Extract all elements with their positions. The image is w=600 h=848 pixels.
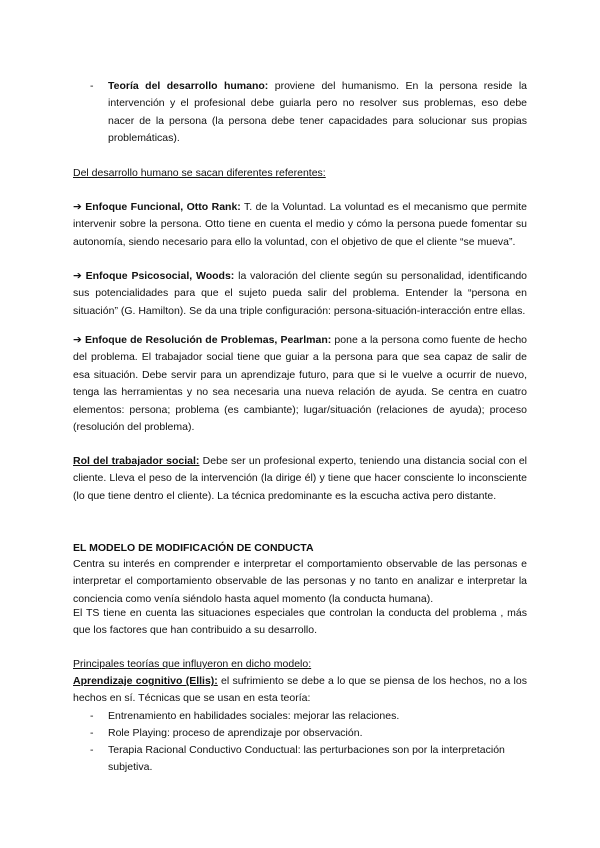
approach-functional — [73, 199, 527, 251]
approach-term: Enfoque Psicosocial, Woods: — [85, 270, 235, 282]
development-theory-term: Teoría del desarrollo humano: — [108, 80, 269, 92]
model-paragraph-1: Centra su interés en comprender e interpretar el comportamiento observable de las personas e interpretar el comportamiento observable de las personas y no tanto en analizar e interpretar la conciencia como venía siéndolo hasta aquel momento (la conducta humana). — [73, 558, 527, 605]
technique-item — [90, 725, 527, 742]
list-dash: - — [90, 710, 94, 722]
role-text: Debe ser un profesional experto, teniendo una distancia social con el cliente. Lleva el peso de la intervención (la dirige él) y tiene que hacer consciente lo inconsciente (lo que tiene dentro el cliente). La técnica predominante es la escucha activa pero distante. — [73, 455, 527, 502]
approach-text: la valoración del cliente según su personalidad, identificando sus potencialidades para que el sujeto pueda salir del problema. Entender la “persona en situación” (G. Hamilton). Se da una triple configuración: persona-situación-interacción entre ellas. — [73, 270, 527, 317]
approach-text: T. de la Voluntad. La voluntad es el mecanismo que permite intervenir sobre la persona. Otto tiene en cuenta el medio y cómo la persona puede fomentar su autonomía, siendo necesario para ello la voluntad, con el objetivo de que el cliente “se mueva”. — [73, 201, 528, 248]
role-term: Rol del trabajador social: — [73, 455, 200, 467]
development-theory-body: proviene del humanismo. En la persona reside la intervención y el profesional debe guiarla pero no resolver sus problemas, eso debe nacer de la persona (la persona debe tener capacidades para solucionar sus propias problemáticas). — [108, 80, 527, 145]
approach-problem-solving — [73, 332, 527, 436]
referents-heading: Del desarrollo humano se sacan diferentes referentes: — [73, 167, 326, 179]
approach-term: Enfoque Funcional, Otto Rank: — [85, 201, 241, 213]
approach-text: pone a la persona como fuente de hecho del problema. El trabajador social tiene que guiar a la persona para que sea capaz de salir de esa situación. Debe servir para un aprendizaje futuro, para que si le vuelve a ocurrir de nuevo, tenga las herramientas y no sea necesaria una nueva relación de ayuda. Se centra en cuatro elementos: persona; problema (es cambiante); lugar/situación (relaciones de ayuda); proceso (resolución del problema). — [73, 334, 528, 434]
ellis-text: el sufrimiento se debe a lo que se piensa de los hechos, no a los hechos en sí. Técnicas que se usan en esta teoría: — [73, 675, 527, 705]
list-dash: - — [90, 744, 94, 756]
arrow-icon: ➔ — [73, 334, 82, 346]
arrow-icon: ➔ — [73, 201, 82, 213]
list-dash: - — [90, 727, 94, 739]
technique-text: Entrenamiento en habilidades sociales: mejorar las relaciones. — [108, 710, 400, 722]
social-worker-role — [73, 453, 527, 505]
ellis-paragraph — [73, 673, 527, 708]
arrow-icon: ➔ — [73, 270, 82, 282]
technique-text: Terapia Racional Conductivo Conductual: las perturbaciones son por la interpretación subjetiva. — [108, 744, 505, 774]
model-heading: EL MODELO DE MODIFICACIÓN DE CONDUCTA — [73, 542, 314, 554]
list-dash: - — [90, 80, 94, 92]
approach-psychosocial — [73, 268, 527, 320]
ellis-term: Aprendizaje cognitivo (Ellis): — [73, 675, 218, 687]
approach-term: Enfoque de Resolución de Problemas, Pearlman: — [84, 334, 332, 346]
development-theory-text — [108, 78, 527, 148]
technique-item — [90, 708, 527, 725]
technique-text: Role Playing: proceso de aprendizaje por observación. — [108, 727, 363, 739]
model-paragraph-2: El TS tiene en cuenta las situaciones especiales que controlan la conducta del problema , más que los factores que han contribuido a su desarrollo. — [73, 607, 527, 637]
theories-heading: Principales teorías que influyeron en dicho modelo: — [73, 658, 312, 670]
